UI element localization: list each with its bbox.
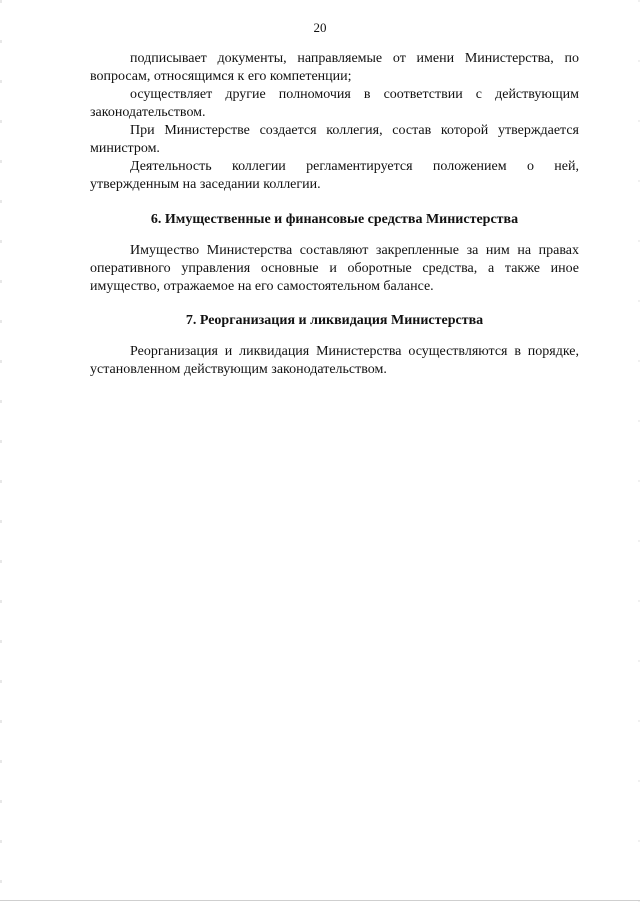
scan-edge-left (0, 0, 2, 905)
section-6-paragraph: Имущество Министерства составляют закрепленные за ним на правах оперативного управления основные и оборотные средства, а также иное имущество, отражаемое на его самостоятельном балансе. (90, 243, 579, 294)
section-7-paragraph: Реорганизация и ликвидация Министерства осуществляются в порядке, установленном действующим законодательством. (90, 344, 579, 377)
document-body (90, 50, 579, 379)
paragraph-other-powers: осуществляет другие полномочия в соответствии с действующим законодательством. (90, 87, 579, 120)
scan-edge-bottom (0, 900, 640, 901)
paragraph-collegium-created: При Министерстве создается коллегия, состав которой утверждается министром. (90, 123, 579, 156)
paragraph-collegium-regulated: Деятельность коллегии регламентируется положением о ней, утвержденным на заседании коллегии. (90, 159, 579, 192)
paragraph-sign-documents: подписывает документы, направляемые от имени Министерства, по вопросам, относящимся к его компетенции; (90, 51, 579, 84)
section-6-heading: 6. Имущественные и финансовые средства Министерства (150, 212, 519, 227)
page-number: 20 (313, 20, 327, 35)
section-7-heading: 7. Реорганизация и ликвидация Министерства (185, 313, 484, 328)
